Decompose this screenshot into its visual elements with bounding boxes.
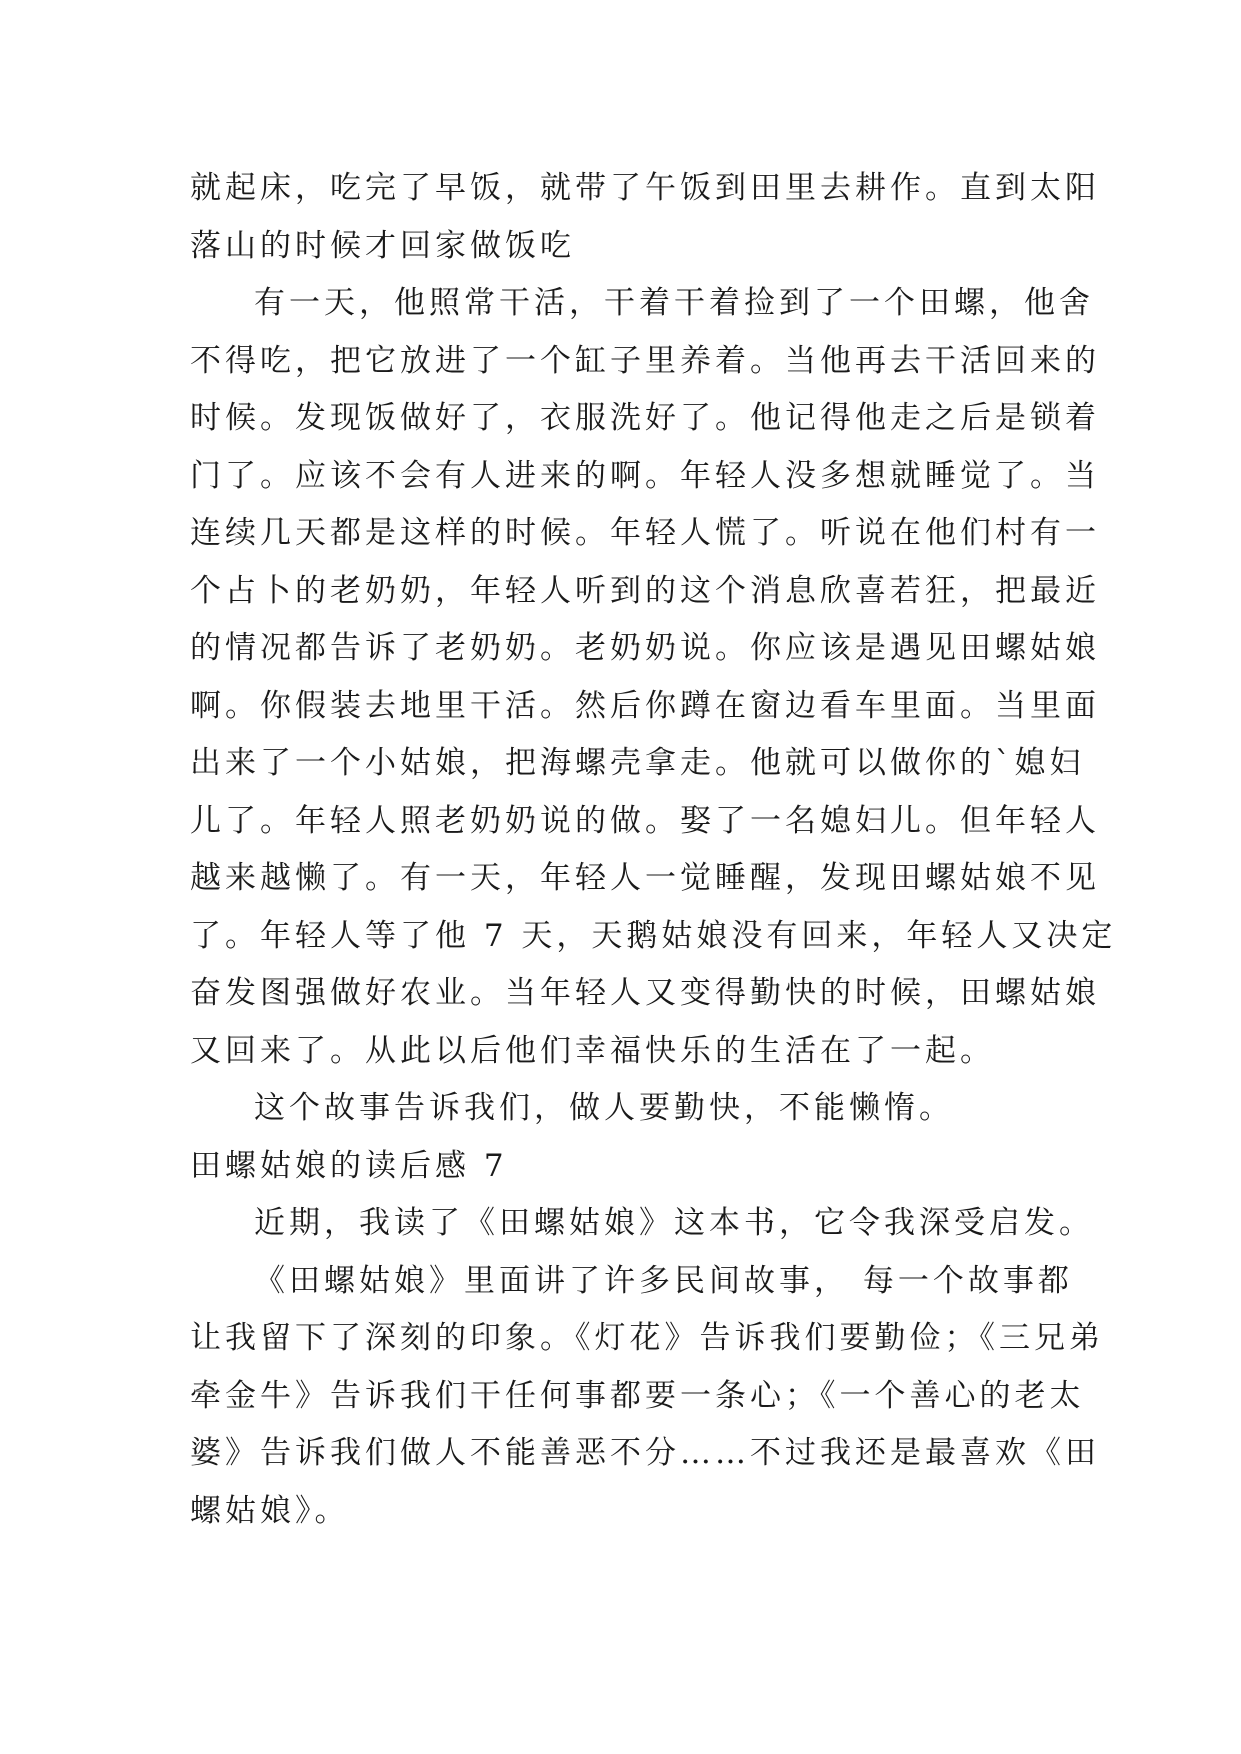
text-line: 让我留下了深刻的印象。《灯花》告诉我们要勤俭；《三兄弟 — [190, 1320, 1104, 1356]
text-line: 婆》告诉我们做人不能善恶不分……不过我还是最喜欢《田 — [190, 1435, 1100, 1471]
text-line: 奋发图强做好农业。当年轻人又变得勤快的时候，田螺姑娘 — [190, 975, 1100, 1011]
text-line: 不得吃，把它放进了一个缸子里养着。当他再去干活回来的 — [190, 342, 1100, 379]
text-line: 这个故事告诉我们，做人要勤快，不能懒惰。 — [254, 1090, 954, 1126]
text-line: 有一天，他照常干活，干着干着捡到了一个田螺，他舍 — [254, 285, 1094, 321]
text-line: 连续几天都是这样的时候。年轻人慌了。听说在他们村有一 — [190, 515, 1100, 551]
text-line: 越来越懒了。有一天，年轻人一觉睡醒，发现田螺姑娘不见 — [190, 860, 1100, 896]
text-line: 就起床，吃完了早饭，就带了午饭到田里去耕作。直到太阳 — [190, 170, 1100, 206]
text-line: 近期，我读了《田螺姑娘》这本书，它令我深受启发。 — [254, 1205, 1094, 1241]
text-line: 啊。你假装去地里干活。然后你蹲在窗边看车里面。当里面 — [190, 687, 1100, 724]
text-line: 了。年轻人等了他 7 天，天鹅姑娘没有回来，年轻人又决定 — [190, 917, 1117, 954]
text-line: 《田螺姑娘》里面讲了许多民间故事， 每一个故事都 — [254, 1262, 1073, 1299]
text-line: 出来了一个小姑娘，把海螺壳拿走。他就可以做你的`媳妇 — [190, 745, 1085, 781]
text-line: 螺姑娘》。 — [190, 1492, 350, 1529]
document-body — [190, 160, 1117, 1540]
text-line: 牵金牛》告诉我们干任何事都要一条心；《一个善心的老太 — [190, 1377, 1085, 1414]
text-line: 儿了。年轻人照老奶奶说的做。娶了一名媳妇儿。但年轻人 — [190, 802, 1100, 839]
text-line: 时候。发现饭做好了，衣服洗好了。他记得他走之后是锁着 — [190, 400, 1100, 436]
text-line: 个占卜的老奶奶，年轻人听到的这个消息欣喜若狂，把最近 — [190, 572, 1100, 609]
text-line: 又回来了。从此以后他们幸福快乐的生活在了一起。 — [190, 1032, 995, 1069]
text-line: 的情况都告诉了老奶奶。老奶奶说。你应该是遇见田螺姑娘 — [190, 630, 1100, 666]
text-line: 落山的时候才回家做饭吃 — [190, 227, 575, 264]
section-heading: 田螺姑娘的读后感 7 — [190, 1147, 508, 1184]
text-line: 门了。应该不会有人进来的啊。年轻人没多想就睡觉了。当 — [190, 457, 1100, 494]
